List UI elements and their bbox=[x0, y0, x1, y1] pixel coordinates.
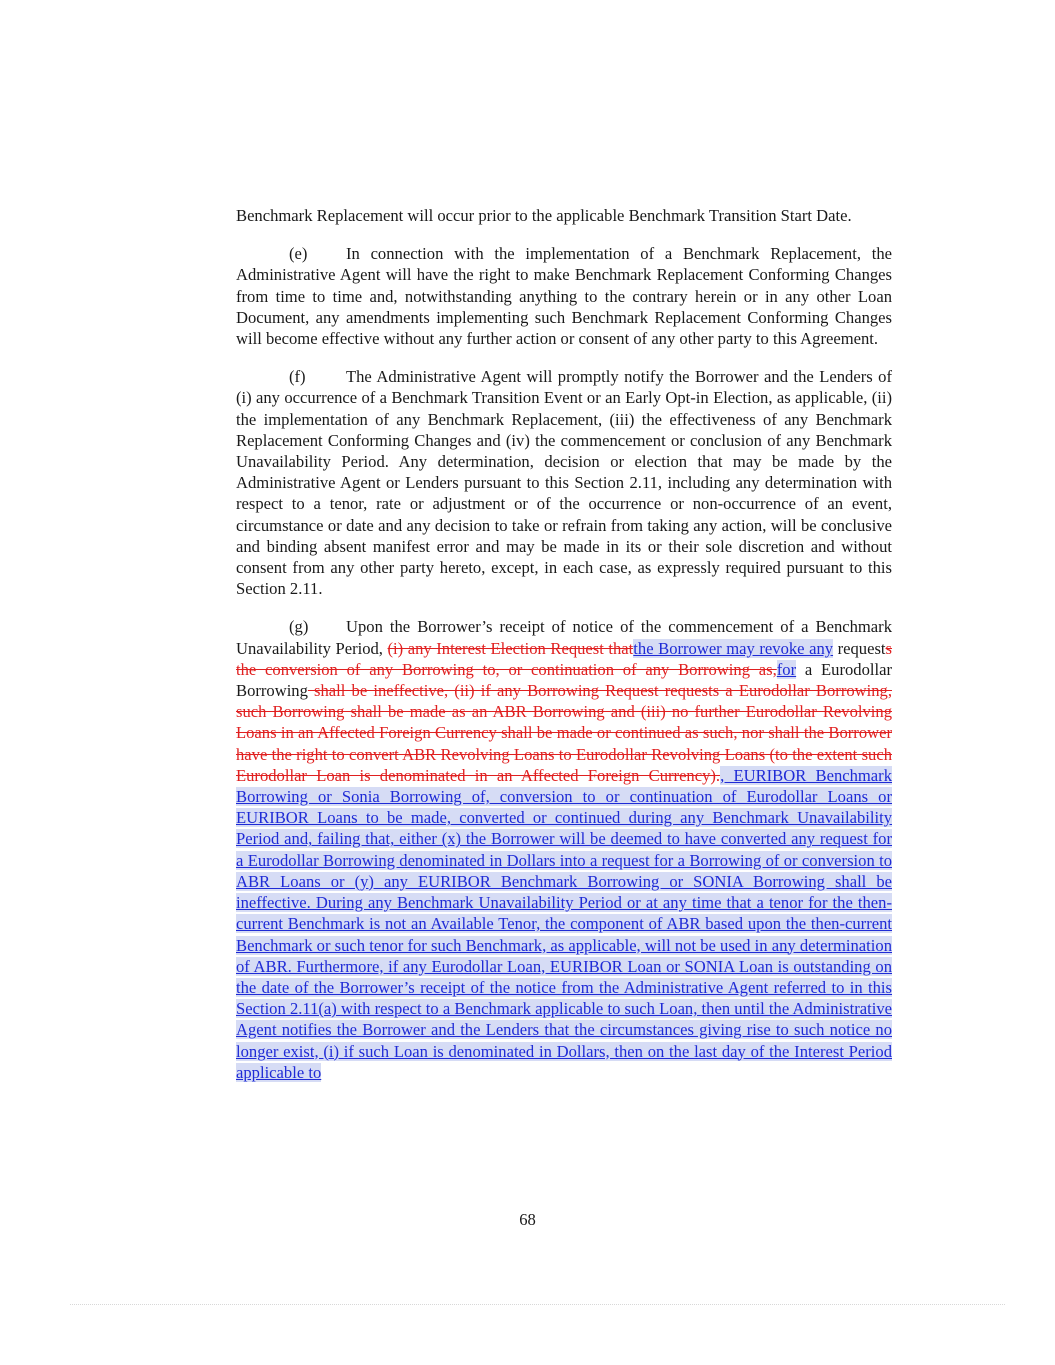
paragraph-g bbox=[236, 616, 892, 1082]
paragraph-label: (e) bbox=[289, 244, 308, 264]
page-number: 68 bbox=[519, 1210, 536, 1229]
tracked-deletion: (i) any Interest Election Request that bbox=[387, 638, 634, 658]
paragraph-text: The Administrative Agent will promptly notify the Borrower and the Lenders of (i) any occurrence of a Benchmark Transition Event or an Early Opt-in Election, as applicable, (ii) the implementation of any Benchmark Replacement, (iii) the effectiveness of any Benchmark Replacement Conforming Changes and (iv) the commencement or conclusion of any Benchmark Unavailability Period. Any determination, decision or election that may be made by the Administrative Agent or Lenders pursuant to this Section 2.11, including any determination with respect to a tenor, rate or adjustment or of the occurrence or non-occurrence of an event, circumstance or date and any decision to take or refrain from taking any action, will be conclusive and binding absent manifest error and may be made in its or their sole discretion and without consent from any other party hereto, except, in each case, as expressly required pursuant to this Section 2.11. bbox=[236, 367, 892, 599]
paragraph-text: In connection with the implementation of a Benchmark Replacement, the Administrative Agent will have the right to make Benchmark Replacement Conforming Changes from time to time and, notwithstanding anything to the contrary herein or in any other Loan Document, any amendments implementing such Benchmark Replacement Conforming Changes will become effective without any further action or consent of any other party to this Agreement. bbox=[236, 244, 892, 349]
paragraph-label: (g) bbox=[289, 617, 309, 637]
paragraph-text: Benchmark Replacement will occur prior to the applicable Benchmark Transition Start Date. bbox=[236, 206, 852, 225]
paragraph-f bbox=[236, 366, 892, 599]
footer-divider bbox=[70, 1304, 1005, 1305]
paragraph-label: (f) bbox=[289, 367, 306, 387]
paragraph-continuation bbox=[236, 205, 892, 226]
paragraph-text: Upon the Borrower’s receipt of notice of the commencement of a Benchmark Unavailability Period, bbox=[236, 617, 892, 658]
tracked-insertion: , EURIBOR Benchmark Borrowing or Sonia Borrowing of, conversion to or continuation of Eurodollar Loans or EURIBOR Loans to be made, converted or continued during any Benchmark Unavailability Period and, failing that, either (x) the Borrower will be deemed to have converted any request for a Eurodollar Borrowing denominated in Dollars into a request for a Borrowing of or conversion to ABR Loans or (y) any EURIBOR Benchmark Borrowing or SONIA Borrowing shall be ineffective. During any Benchmark Unavailability Period or at any time that a tenor for the then-current Benchmark is not an Available Tenor, the component of ABR based upon the then-current Benchmark or such tenor for such Benchmark, as applicable, will not be used in any determination of ABR. Furthermore, if any Eurodollar Loan, EURIBOR Loan or SONIA Loan is outstanding on the date of the Borrower’s receipt of the notice from the Administrative Agent referred to in this Section 2.11(a) with respect to a Benchmark applicable to such Loan, then until the Administrative Agent notifies the Borrower and the Lenders that the circumstances giving rise to such notice no longer exist, (i) if such Loan is denominated in Dollars, then on the last day of the Interest Period applicable to bbox=[236, 765, 892, 1082]
tracked-insertion: the Borrower may revoke any bbox=[633, 638, 834, 658]
tracked-deletion: shall be ineffective, (ii) if any Borrowing Request requests a Eurodollar Borrowing, such Borrowing shall be made as an ABR Borrowing and (iii) no further Eurodollar Revolving Loans in an Affected Foreign Currency shall be made or continued as such, nor shall the Borrower have the right to convert ABR Revolving Loans to Eurodollar Revolving Loans (to the extent such Eurodollar Loan is denominated in an Affected Foreign Currency). bbox=[236, 681, 892, 785]
document-body bbox=[236, 205, 892, 1100]
tracked-insertion: for bbox=[776, 659, 797, 679]
paragraph-e bbox=[236, 243, 892, 349]
paragraph-text: request bbox=[833, 638, 886, 658]
tracked-deletion: s the conversion of any Borrowing to, or continuation of any Borrowing as, bbox=[236, 638, 892, 679]
paragraph-text: a Eurodollar Borrowing bbox=[236, 659, 892, 701]
